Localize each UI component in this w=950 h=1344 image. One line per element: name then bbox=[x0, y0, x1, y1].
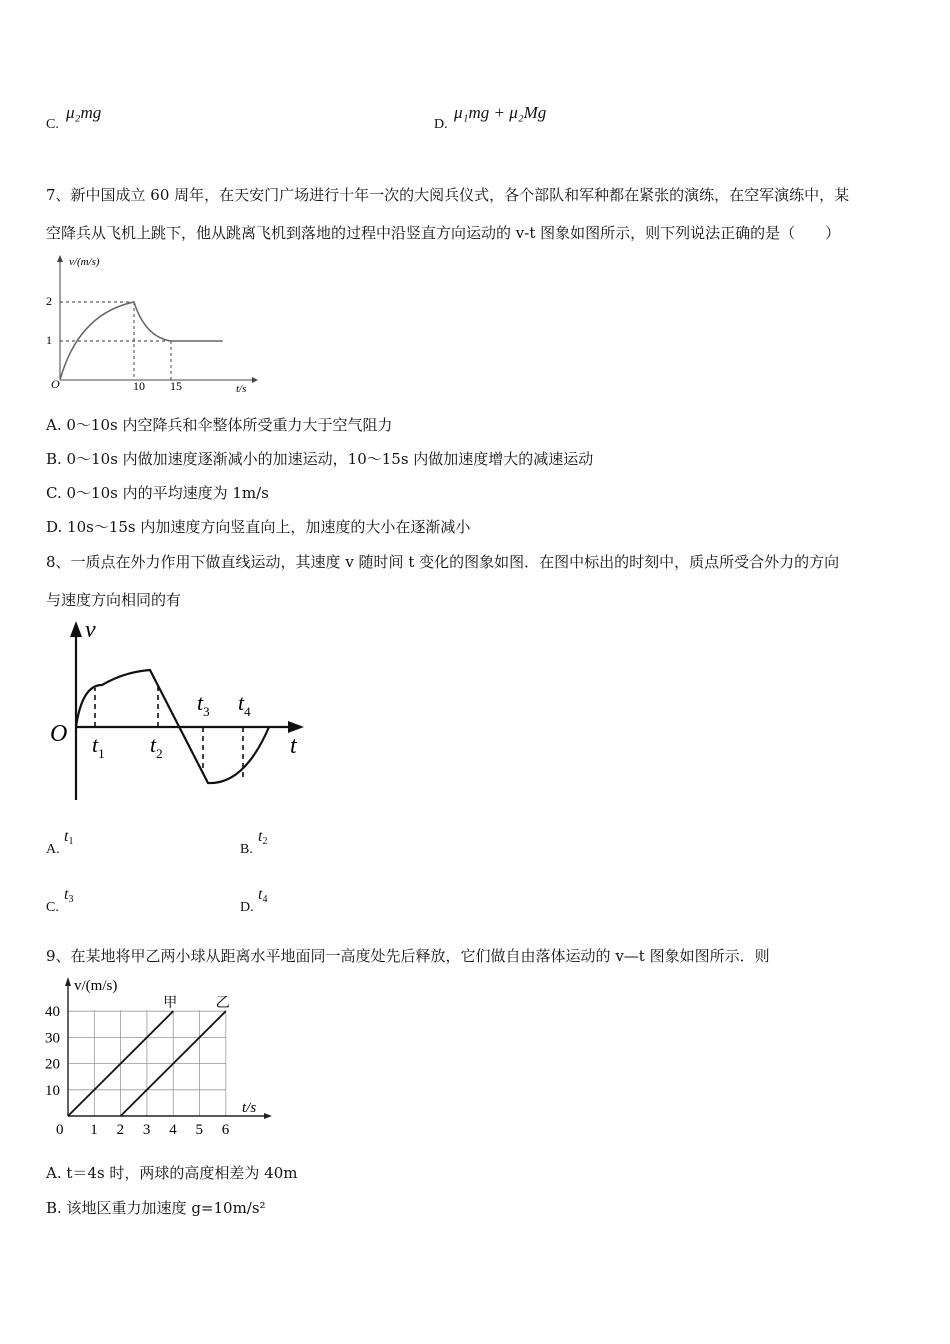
q8-option-c-value: $t_3$ bbox=[64, 886, 74, 905]
q7-xlabel: t/s bbox=[236, 383, 247, 395]
q8-v-axis-arrow bbox=[70, 621, 82, 637]
q8-option-a-value: $t_1$ bbox=[64, 828, 74, 847]
q9-x-tick: 6 bbox=[221, 1122, 230, 1138]
q8-t4-label: $t_4$ bbox=[238, 690, 251, 719]
q9-y-axis-arrow bbox=[65, 977, 71, 986]
q8-t1-label: $t_1$ bbox=[92, 732, 105, 761]
q9-x-tick: 5 bbox=[195, 1122, 203, 1138]
q9-stem: 9、在某地将甲乙两小球从距离水平地面同一高度处先后释放，它们做自由落体运动的 v—t 图象如图所示．则 bbox=[46, 947, 770, 965]
q7-option-b: B. 0～10s 内做加速度逐渐减小的加速运动，10～15s 内做加速度增大的减速运动 bbox=[46, 450, 594, 468]
q7-option-c: C. 0～10s 内的平均速度为 1m/s bbox=[46, 484, 269, 502]
q8-option-b-label: B. bbox=[240, 842, 253, 857]
q9-x-tick: 0 bbox=[56, 1122, 64, 1138]
q9-x-tick: 3 bbox=[142, 1122, 151, 1138]
q7-option-d: D. 10s～15s 内加速度方向竖直向上，加速度的大小在逐渐减小 bbox=[46, 518, 471, 536]
q8-t2-label: $t_2$ bbox=[150, 732, 163, 761]
q7-stem-line1: 7、新中国成立 60 周年，在天安门广场进行十年一次的大阅兵仪式，各个部队和军种都在紧张的演练，在空军演练中，某 bbox=[46, 186, 850, 204]
q7-y-tick-1: 1 bbox=[46, 333, 52, 347]
q9-series-label-1: 甲 bbox=[163, 996, 178, 1012]
q8-t-axis-arrow bbox=[288, 721, 304, 733]
q9-y-tick: 20 bbox=[45, 1056, 60, 1073]
q9-x-axis-arrow bbox=[264, 1113, 272, 1119]
q9-option-b: B. 该地区重力加速度 g=10m/s² bbox=[46, 1199, 266, 1217]
q8-option-d-value: $t_4$ bbox=[258, 886, 268, 905]
q8-option-c-label: C. bbox=[46, 900, 59, 915]
q8-option-a-label: A. bbox=[46, 842, 60, 857]
q9-y-tick: 30 bbox=[45, 1030, 60, 1047]
q7-y-axis-arrow bbox=[57, 255, 63, 262]
q8-option-b-value: $t_2$ bbox=[258, 828, 268, 847]
q8-v-label: v bbox=[85, 617, 96, 643]
q6-option-c-expr: μ₂mg bbox=[66, 103, 102, 122]
q6-option-d-label: D. bbox=[434, 117, 448, 132]
q8-option-d-label: D. bbox=[240, 900, 254, 915]
q9-y-tick: 40 bbox=[45, 1004, 60, 1021]
q9-vt-graph bbox=[40, 972, 280, 1142]
q7-ylabel: v/(m/s) bbox=[69, 256, 100, 268]
q9-x-tick: 4 bbox=[169, 1122, 177, 1138]
q8-t-label: t bbox=[290, 733, 297, 759]
q7-x-tick-10: 10 bbox=[133, 379, 145, 393]
q9-ylabel: v/(m/s) bbox=[74, 978, 118, 994]
q8-vt-graph bbox=[44, 615, 314, 805]
q9-option-a: A. t＝4s 时，两球的高度相差为 40m bbox=[46, 1164, 298, 1182]
q8-t3-label: $t_3$ bbox=[197, 690, 210, 719]
q9-x-tick: 2 bbox=[116, 1122, 125, 1138]
q9-y-tick: 10 bbox=[45, 1082, 60, 1099]
q9-xlabel: t/s bbox=[242, 1100, 257, 1116]
q7-option-a: A. 0～10s 内空降兵和伞整体所受重力大于空气阻力 bbox=[46, 416, 393, 434]
q7-stem-line2: 空降兵从飞机上跳下，他从跳离飞机到落地的过程中沿竖直方向运动的 v-t 图象如图所示，则下列说法正确的是（ ） bbox=[46, 224, 841, 242]
q7-x-axis-arrow bbox=[252, 377, 258, 383]
q7-origin-label: O bbox=[51, 377, 60, 391]
q7-y-tick-2: 2 bbox=[46, 294, 52, 308]
q7-x-tick-15: 15 bbox=[170, 379, 182, 393]
q6-option-c-label: C. bbox=[46, 117, 59, 132]
q8-stem-line2: 与速度方向相同的有 bbox=[46, 591, 182, 609]
q8-origin-label: O bbox=[50, 721, 68, 747]
q6-option-d-expr: μ₁mg + μ₂Mg bbox=[454, 103, 547, 122]
q9-series-label-2: 乙 bbox=[215, 996, 230, 1012]
q7-vt-graph bbox=[40, 250, 260, 395]
q9-x-tick: 1 bbox=[90, 1122, 98, 1138]
q8-stem-line1: 8、一质点在外力作用下做直线运动，其速度 v 随时间 t 变化的图象如图．在图中标出的时刻中，质点所受合外力的方向 bbox=[46, 553, 840, 571]
